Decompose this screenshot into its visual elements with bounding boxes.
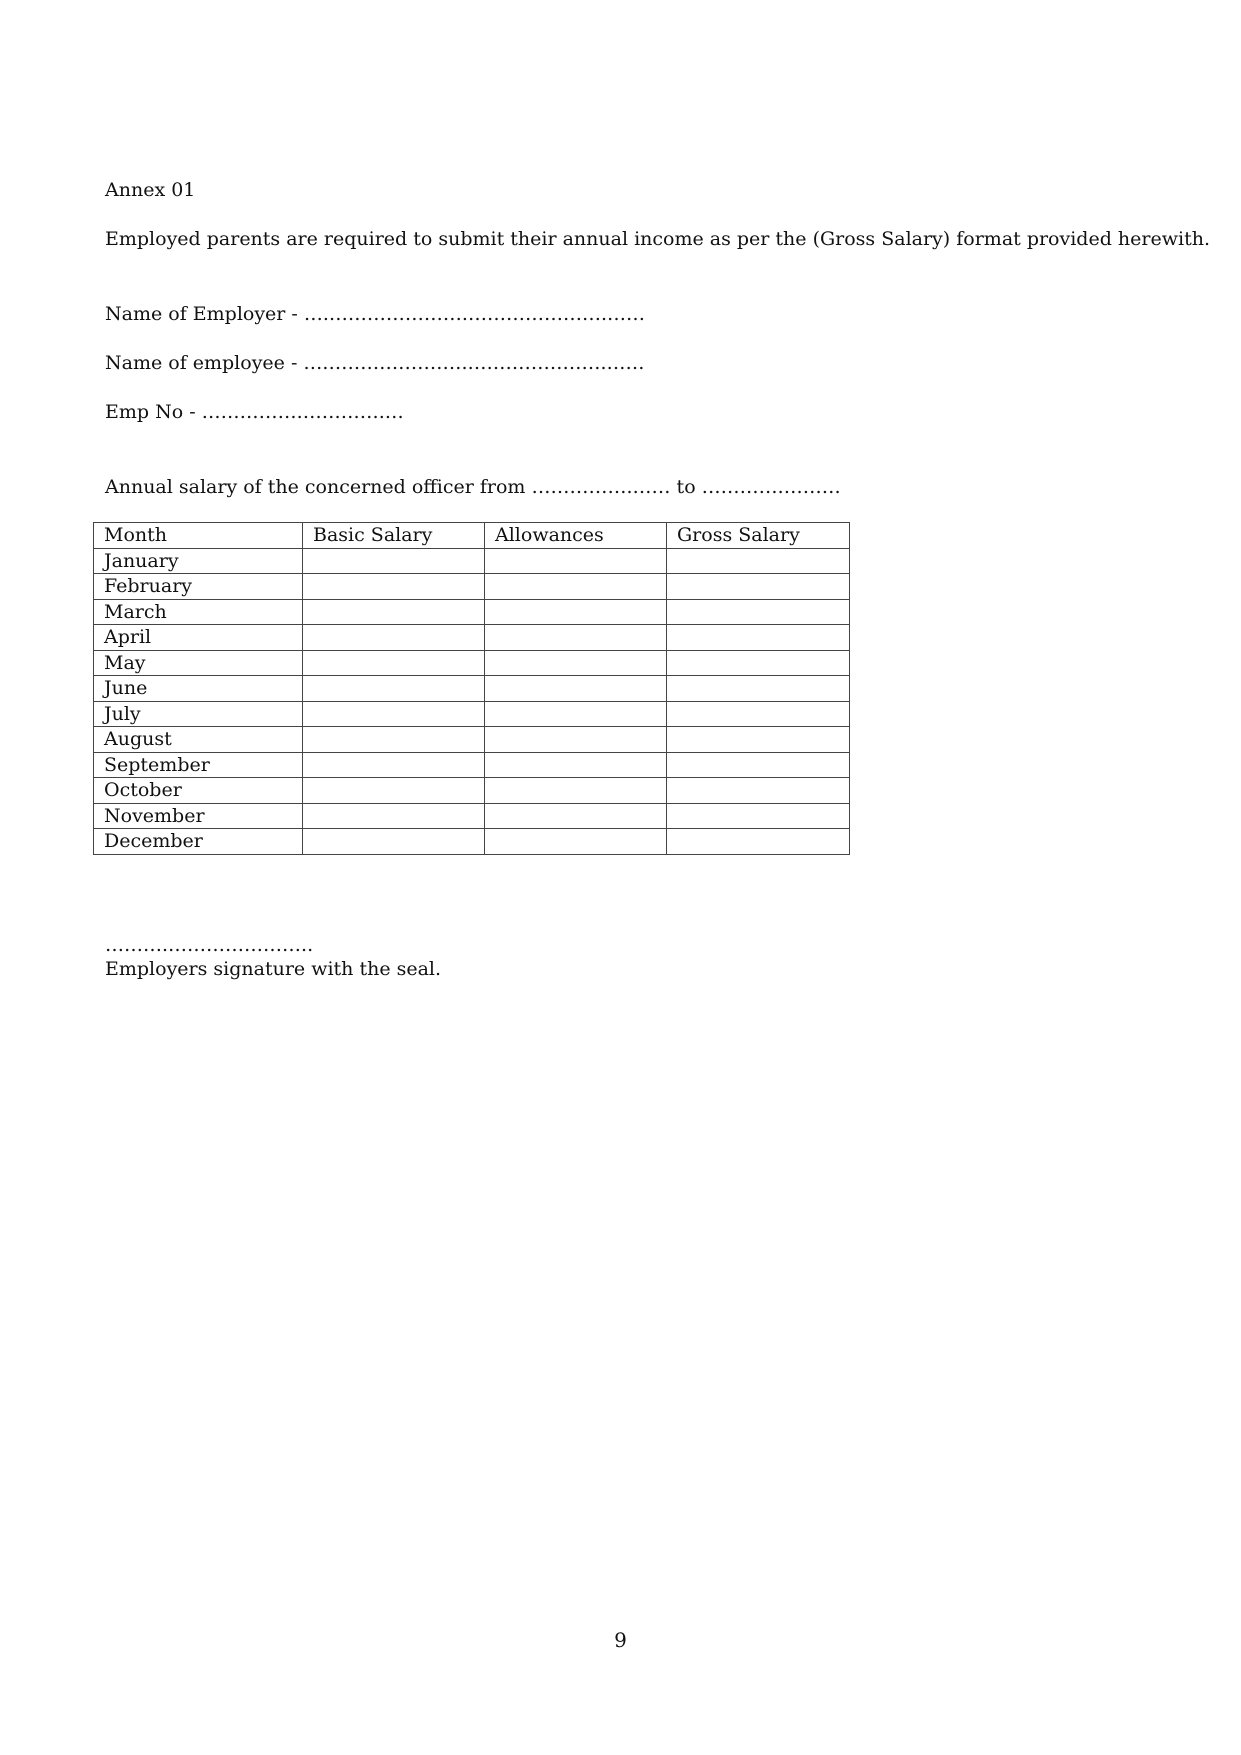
table-row <box>94 829 850 855</box>
month-cell: May <box>94 650 303 676</box>
month-cell: March <box>94 599 303 625</box>
signature-label: Employers signature with the seal. <box>105 958 442 980</box>
allowances-cell[interactable] <box>485 701 667 727</box>
basic-salary-cell[interactable] <box>303 548 485 574</box>
table-row <box>94 548 850 574</box>
allowances-cell[interactable] <box>485 599 667 625</box>
gross-salary-cell[interactable] <box>667 650 850 676</box>
basic-salary-cell[interactable] <box>303 650 485 676</box>
gross-salary-cell[interactable] <box>667 625 850 651</box>
table-row <box>94 574 850 600</box>
month-cell: January <box>94 548 303 574</box>
annual-salary-period-line: Annual salary of the concerned officer from …………….…… to ………….……… <box>105 476 841 498</box>
gross-salary-cell[interactable] <box>667 752 850 778</box>
allowances-cell[interactable] <box>485 752 667 778</box>
basic-salary-cell[interactable] <box>303 727 485 753</box>
employer-name-field: Name of Employer - ….………………….………………….…… <box>105 303 646 325</box>
gross-salary-cell[interactable] <box>667 778 850 804</box>
table-row <box>94 778 850 804</box>
header-allowances: Allowances <box>485 523 667 549</box>
month-cell: October <box>94 778 303 804</box>
salary-table <box>93 522 850 855</box>
gross-salary-cell[interactable] <box>667 548 850 574</box>
gross-salary-cell[interactable] <box>667 599 850 625</box>
basic-salary-cell[interactable] <box>303 676 485 702</box>
salary-table-body <box>94 548 850 854</box>
table-row <box>94 752 850 778</box>
allowances-cell[interactable] <box>485 727 667 753</box>
allowances-cell[interactable] <box>485 778 667 804</box>
table-row <box>94 599 850 625</box>
table-row <box>94 803 850 829</box>
gross-salary-cell[interactable] <box>667 676 850 702</box>
table-row <box>94 701 850 727</box>
table-row <box>94 727 850 753</box>
header-gross-salary: Gross Salary <box>667 523 850 549</box>
gross-salary-cell[interactable] <box>667 803 850 829</box>
allowances-cell[interactable] <box>485 650 667 676</box>
month-cell: April <box>94 625 303 651</box>
allowances-cell[interactable] <box>485 574 667 600</box>
basic-salary-cell[interactable] <box>303 625 485 651</box>
header-basic-salary: Basic Salary <box>303 523 485 549</box>
month-cell: November <box>94 803 303 829</box>
table-row <box>94 625 850 651</box>
allowances-cell[interactable] <box>485 829 667 855</box>
month-cell: December <box>94 829 303 855</box>
table-header-row <box>94 523 850 549</box>
signature-line: ……….………………….. <box>105 934 314 956</box>
gross-salary-cell[interactable] <box>667 727 850 753</box>
allowances-cell[interactable] <box>485 548 667 574</box>
month-cell: July <box>94 701 303 727</box>
gross-salary-cell[interactable] <box>667 574 850 600</box>
gross-salary-cell[interactable] <box>667 829 850 855</box>
basic-salary-cell[interactable] <box>303 752 485 778</box>
month-cell: February <box>94 574 303 600</box>
gross-salary-cell[interactable] <box>667 701 850 727</box>
intro-paragraph: Employed parents are required to submit their annual income as per the (Gross Salary) format provided herewith. <box>105 228 1210 250</box>
allowances-cell[interactable] <box>485 625 667 651</box>
page-number: 9 <box>614 1628 627 1652</box>
table-row <box>94 650 850 676</box>
basic-salary-cell[interactable] <box>303 599 485 625</box>
allowances-cell[interactable] <box>485 676 667 702</box>
month-cell: August <box>94 727 303 753</box>
basic-salary-cell[interactable] <box>303 574 485 600</box>
allowances-cell[interactable] <box>485 803 667 829</box>
basic-salary-cell[interactable] <box>303 829 485 855</box>
employee-name-field: Name of employee - ….………………….………………….…… <box>105 352 645 374</box>
month-cell: June <box>94 676 303 702</box>
table-row <box>94 676 850 702</box>
header-month: Month <box>94 523 303 549</box>
basic-salary-cell[interactable] <box>303 778 485 804</box>
basic-salary-cell[interactable] <box>303 701 485 727</box>
annex-title: Annex 01 <box>105 179 196 201</box>
employee-number-field: Emp No - …………….………….… <box>105 401 404 423</box>
month-cell: September <box>94 752 303 778</box>
basic-salary-cell[interactable] <box>303 803 485 829</box>
